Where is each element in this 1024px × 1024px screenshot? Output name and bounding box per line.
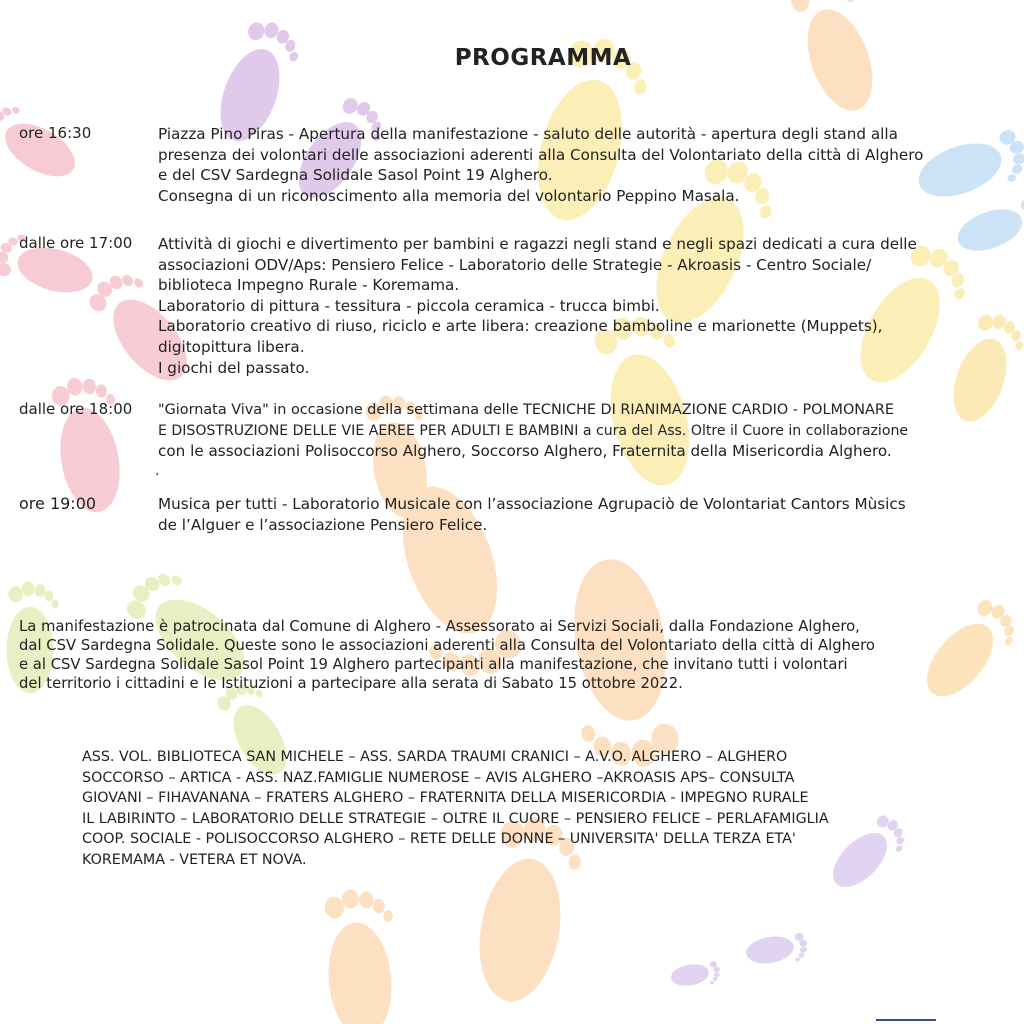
associations-line: COOP. SOCIALE - POLISOCCORSO ALGHERO – RETE DELLE DONNE – UNIVERSITA' DELLA TERZA ETA' xyxy=(82,831,796,848)
schedule-line: associazioni ODV/Aps: Pensiero Felice - Laboratorio delle Strategie - Akroasis - Centro Sociale/ xyxy=(158,255,872,274)
schedule-line: Piazza Pino Piras - Apertura della manifestazione - saluto delle autorità - apertura degli stand alla xyxy=(158,125,898,143)
schedule-time: ore 16:30 xyxy=(19,124,92,142)
schedule-description xyxy=(158,124,1020,206)
associations-line: IL LABIRINTO – LABORATORIO DELLE STRATEGIE – OLTRE IL CUORE – PENSIERO FELICE – PERLAFAMIGLIA xyxy=(82,810,829,827)
associations-line: ASS. VOL. BIBLIOTECA SAN MICHELE – ASS. SARDA TRAUMI CRANICI – A.V.O. ALGHERO – ALGHERO xyxy=(82,749,788,765)
schedule-line: Attività di giochi e divertimento per bambini e ragazzi negli stand e negli spazi dedicati a cura delle xyxy=(158,235,917,253)
page-title: PROGRAMMA xyxy=(454,45,632,71)
schedule-time: dalle ore 18:00 xyxy=(19,400,133,418)
schedule-time: ore 19:00 xyxy=(19,494,97,513)
associations-line: SOCCORSO – ARTICA - ASS. NAZ.FAMIGLIE NUMEROSE – AVIS ALGHERO –AKROASIS APS– CONSULTA xyxy=(82,769,795,786)
patronage-line: La manifestazione è patrocinata dal Comune di Alghero - Assessorato ai Servizi Sociali, dalla Fondazione Alghero, xyxy=(19,618,860,635)
schedule-line: Laboratorio di pittura - tessitura - piccola ceramica - trucca bimbi. xyxy=(158,296,660,315)
schedule-line: Laboratorio creativo di riuso, riciclo e arte libera: creazione bamboline e marionette (Muppets), xyxy=(158,317,883,336)
schedule-line: digitopittura libera. xyxy=(158,337,305,356)
patronage-paragraph xyxy=(19,617,1019,693)
schedule-line: presenza dei volontari delle associazioni aderenti alla Consulta del Volontariato della città di Alghero xyxy=(158,145,924,164)
separator-dot: . xyxy=(155,463,160,479)
associations-line: GIOVANI – FIHAVANANA – FRATERS ALGHERO – FRATERNITA DELLA MISERICORDIA - IMPEGNO RURALE xyxy=(82,790,809,807)
schedule-description xyxy=(158,494,1020,535)
schedule-line: E DISOSTRUZIONE DELLE VIE AEREE PER ADULTI E BAMBINI a cura del Ass. Oltre il Cuore in collaborazione xyxy=(158,422,909,439)
schedule-line: e del CSV Sardegna Solidale Sasol Point 19 Alghero. xyxy=(158,166,553,185)
patronage-line: dal CSV Sardegna Solidale. Queste sono le associazioni aderenti alla Consulta del Volontariato della città di Alghero xyxy=(19,637,875,654)
associations-list xyxy=(82,747,982,871)
schedule-time: dalle ore 17:00 xyxy=(19,234,133,252)
associations-line: KOREMAMA - VETERA ET NOVA. xyxy=(82,851,307,868)
schedule-line: "Giornata Viva" in occasione della settimana delle TECNICHE DI RIANIMAZIONE CARDIO - POLMONARE xyxy=(158,402,894,418)
patronage-line: del territorio i cittadini e le Istituzioni a partecipare alla serata di Sabato 15 ottobre 2022. xyxy=(19,675,683,692)
schedule-line: Musica per tutti - Laboratorio Musicale con l’associazione Agrupaciò de Volontariat Cantors Mùsics xyxy=(158,495,906,513)
schedule-line: biblioteca Impegno Rurale - Koremama. xyxy=(158,276,460,295)
patronage-line: e al CSV Sardegna Solidale Sasol Point 19 Alghero partecipanti alla manifestazione, che invitano tutti i volontari xyxy=(19,656,848,673)
schedule-description xyxy=(158,400,1020,462)
schedule-description xyxy=(158,234,1020,378)
schedule-line: de l’Alguer e l’associazione Pensiero Felice. xyxy=(158,515,488,534)
corner-mark xyxy=(876,1019,936,1024)
schedule-line: Consegna di un riconoscimento alla memoria del volontario Peppino Masala. xyxy=(158,186,740,205)
schedule-line: con le associazioni Polisoccorso Alghero, Soccorso Alghero, Fraternita della Misericordia Alghero. xyxy=(158,442,892,461)
schedule-line: I giochi del passato. xyxy=(158,358,310,377)
